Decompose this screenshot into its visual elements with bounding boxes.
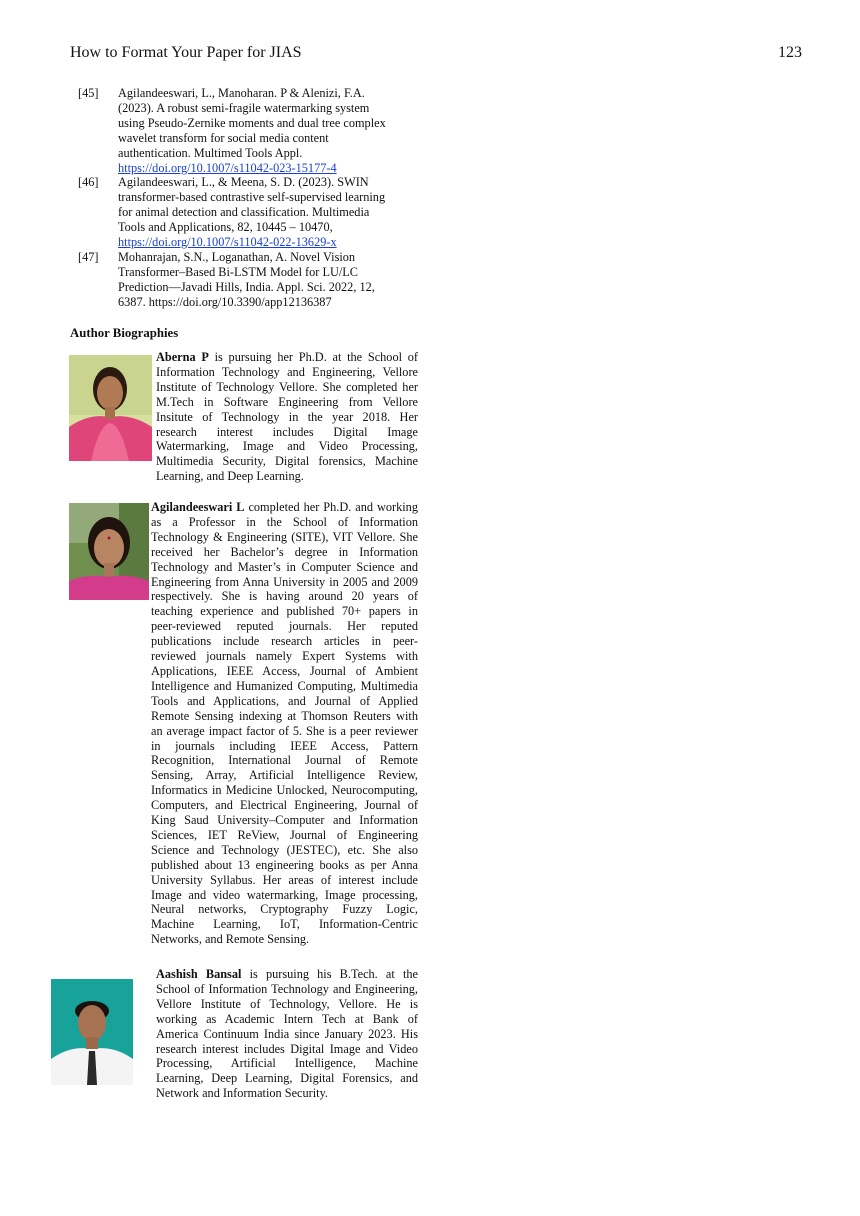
author-photo-agilandeeswari <box>69 503 149 600</box>
reference-item <box>78 250 398 310</box>
author-photo-aberna <box>69 355 152 461</box>
biography-text: completed her Ph.D. and working as a Professor in the School of Information Technology & Engineering (SITE), VIT Vellore. She received her Bachelor’s degree in Information Technology and Master’s in Computer Science and Engineering from Anna University in 2005 and 2009 respectively. She is having around 20 years of teaching experience and published 70+ papers in peer-reviewed reputed journals. Her reputed publications include research articles in peer-reviewed journals namely Expert Systems with Applications, IEEE Access, Journal of Ambient Intelligence and Humanized Computing, Multimedia Tools and Applications, and Journal of Applied Remote Sensing indexing at Thomson Reuters with an average impact factor of 5. She is a peer reviewer in journals including IEEE Access, Pattern Recognition, International Journal of Remote Sensing, Array, Artificial Intelligence Review, Informatics in Medicine Unlocked, Neurocomputing, Computers, and Electrical Engineering, Journal of King Saud University–Computer and Information Sciences, IET ReView, Journal of Engineering Science and Technology (JESTEC), etc. She also published about 13 engineering books as per Anna University Syllabus. Her areas of interest include Image and video watermarking, Image processing, Neural networks, Cryptography Fuzzy Logic, Machine Learning, IoT, Information-Centric Networks, and Remote Sensing. <box>151 500 418 947</box>
reference-body <box>118 175 393 250</box>
biography-aberna <box>156 350 418 484</box>
page-number: 123 <box>778 44 802 61</box>
biography-text: is pursuing his B.Tech. at the School of Information Technology and Engineering, Vellore Institute of Technology, Vellore. He is working as Academic Intern Tech at Bank of America Continuum India since January 2023. His research interest includes Digital Image and Video Processing, Artificial Intelligence, Machine Learning, Deep Learning, Digital Forensics, and Network and Information Security. <box>156 967 418 1101</box>
reference-list <box>78 86 398 310</box>
author-name: Aberna P <box>156 350 209 364</box>
running-header-title: How to Format Your Paper for JIAS <box>70 44 302 61</box>
biography-text: is pursuing her Ph.D. at the School of Information Technology and Engineering, Vellore Institute of Technology Vellore. She completed her M.Tech in Software Engineering from Vellore Insitute of Technology in the year 2018. Her research interest includes Digital Image Watermarking, Image and Video Processing, Multimedia Security, Digital forensics, Machine Learning, and Deep Learning. <box>156 350 418 484</box>
author-name: Aashish Bansal <box>156 967 242 981</box>
author-biographies-heading: Author Biographies <box>70 326 179 340</box>
reference-number: [47] <box>78 249 99 264</box>
reference-text: Mohanrajan, S.N., Loganathan, A. Novel Vision Transformer–Based Bi-LSTM Model for LU/LC Prediction—Javadi Hills, India. Appl. Sci. 2022, 12, 6387. https://doi.org/10.3390/app12136387 <box>118 249 375 309</box>
reference-number: [46] <box>78 175 99 190</box>
reference-doi-link[interactable]: https://doi.org/10.1007/s11042-022-13629-x <box>118 235 337 250</box>
biography-aashish <box>156 967 418 1101</box>
reference-item <box>78 86 398 175</box>
author-photo-aashish <box>51 979 133 1085</box>
reference-item <box>78 175 398 250</box>
reference-text: Agilandeeswari, L., Manoharan. P & Alenizi, F.A. (2023). A robust semi-fragile watermarking system using Pseudo-Zernike moments and dual tree complex wavelet transform for social media content authentication. Multimed Tools Appl. <box>118 86 386 160</box>
reference-doi-link[interactable]: https://doi.org/10.1007/s11042-023-15177-4 <box>118 160 337 175</box>
biography-agilandeeswari <box>151 500 418 947</box>
reference-body <box>118 250 393 310</box>
reference-text: Agilandeeswari, L., & Meena, S. D. (2023). SWIN transformer-based contrastive self-supervised learning for animal detection and classification. Multimedia Tools and Applications, 82, 10445 – 10470, <box>118 175 386 235</box>
reference-body <box>118 86 393 175</box>
author-name: Agilandeeswari L <box>151 500 245 514</box>
reference-number: [45] <box>78 86 99 100</box>
